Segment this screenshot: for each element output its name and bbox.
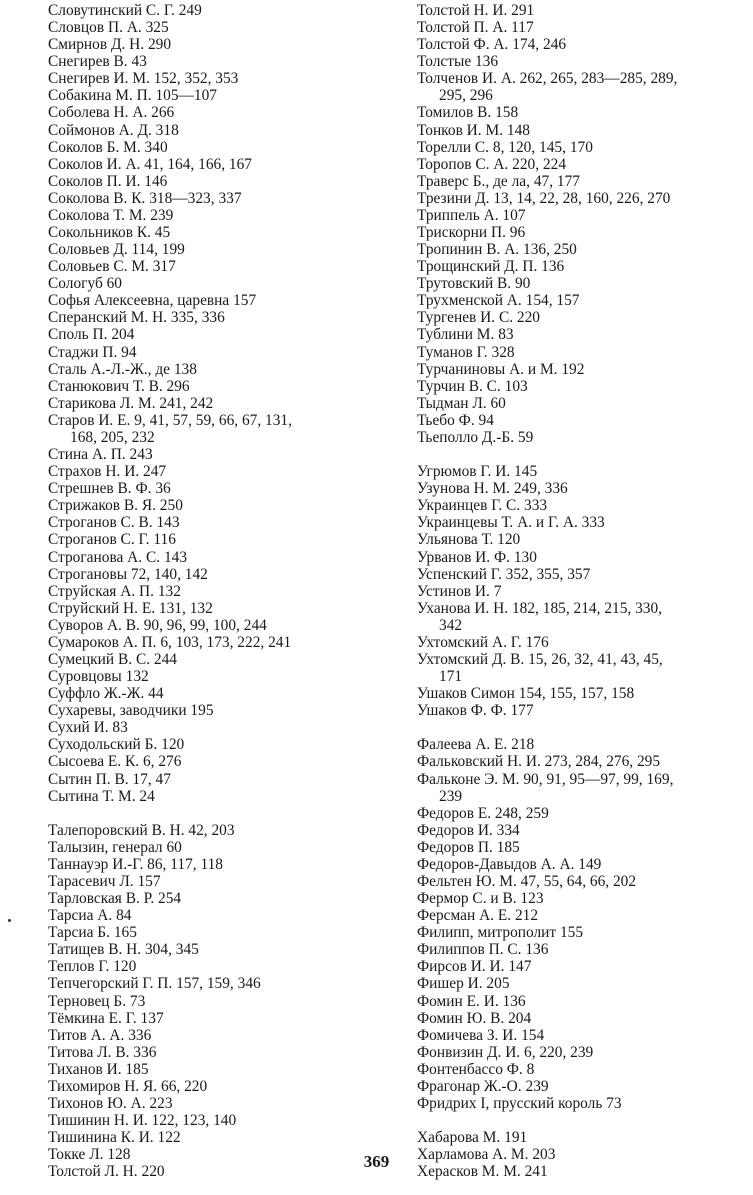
index-entry: Федоров Е. 248, 259 (417, 804, 549, 822)
index-entry: Тиханов И. 185 (48, 1060, 149, 1078)
index-entry: Теплов Г. 120 (48, 958, 137, 976)
index-entry: Споль П. 204 (48, 326, 135, 344)
index-entry: Фомичева З. И. 154 (417, 1026, 545, 1044)
index-entry: Суффло Ж.-Ж. 44 (48, 685, 164, 703)
index-entry: Трощинский Д. П. 136 (417, 258, 565, 276)
index-entry: Торопов С. А. 220, 224 (417, 155, 567, 173)
index-entry: Филипп, митрополит 155 (417, 924, 584, 942)
index-entry: Сперанский М. Н. 335, 336 (48, 309, 225, 327)
index-entry: Фомин Ю. В. 204 (417, 1009, 532, 1027)
index-entry: Толстой Ф. А. 174, 246 (417, 36, 567, 54)
index-entry: Сумецкий В. С. 244 (48, 650, 177, 668)
index-entry: Толстой Н. И. 291 (417, 2, 535, 19)
index-entry: Снегирев И. М. 152, 352, 353 (48, 70, 239, 88)
index-entry-continuation: 171 (439, 668, 463, 686)
index-entry: Туманов Г. 328 (417, 343, 515, 361)
index-entry: Соболева Н. А. 266 (48, 104, 175, 122)
index-entry: Тихомиров Н. Я. 66, 220 (48, 1077, 208, 1095)
index-entry: Херасков М. М. 241 (417, 1163, 548, 1181)
index-entry: Успенский Г. 352, 355, 357 (417, 565, 591, 583)
index-entry: Фонвизин Д. И. 6, 220, 239 (417, 1043, 594, 1061)
index-entry: Сумароков А. П. 6, 103, 173, 222, 241 (48, 633, 292, 651)
section-gap (417, 446, 747, 463)
index-entry: Токке Л. 128 (48, 1146, 131, 1164)
index-entry: Фридрих I, прусский король 73 (417, 1095, 622, 1112)
section-gap (417, 719, 747, 736)
index-entry: Тишинина К. И. 122 (48, 1129, 181, 1147)
index-entry: Фонтенбассо Ф. 8 (417, 1060, 535, 1078)
index-entry: Ухтомский Д. В. 15, 26, 32, 41, 43, 45, (417, 650, 663, 668)
index-entry: Фельтен Ю. М. 47, 55, 64, 66, 202 (417, 872, 637, 890)
index-entry: Триппель А. 107 (417, 206, 526, 224)
index-entry: Стина А. П. 243 (48, 446, 153, 464)
index-entry: Сытин П. В. 17, 47 (48, 770, 171, 788)
index-entry: Фалеева А. Е. 218 (417, 736, 535, 754)
index-entry: Софья Алексеевна, царевна 157 (48, 292, 257, 310)
index-entry: Ухтомский А. Г. 176 (417, 633, 549, 651)
index-entry: Сысоева Е. К. 6, 276 (48, 753, 182, 771)
index-entry: Узунова Н. М. 249, 336 (417, 480, 568, 498)
index-entry: Турчаниновы А. и М. 192 (417, 360, 585, 378)
index-entry: Соловьев С. М. 317 (48, 258, 176, 276)
index-entry: Толстой П. А. 117 (417, 19, 534, 37)
index-entry: Сологуб 60 (48, 275, 123, 293)
print-speck (8, 919, 11, 922)
index-entry: Толстой Л. Н. 220 (48, 1163, 165, 1181)
index-entry: Тарловская В. Р. 254 (48, 890, 182, 908)
section-gap (48, 805, 388, 822)
index-entry: Тропинин В. А. 136, 250 (417, 241, 577, 259)
index-entry: Тихонов Ю. А. 223 (48, 1095, 173, 1112)
index-entry: Смирнов Д. Н. 290 (48, 36, 172, 54)
index-entry: Филиппов П. С. 136 (417, 941, 549, 959)
index-entry: Старикова Л. М. 241, 242 (48, 394, 214, 412)
index-entry: Ушаков Симон 154, 155, 157, 158 (417, 685, 635, 703)
index-entry: Стрижаков В. Я. 250 (48, 497, 183, 515)
index-entry: Томилов В. 158 (417, 104, 519, 122)
index-entry: Трезини Д. 13, 14, 22, 28, 160, 226, 270 (417, 189, 671, 207)
index-entry: Украинцев Г. С. 333 (417, 497, 548, 515)
index-entry: Соколова В. К. 318—323, 337 (48, 189, 242, 207)
index-entry: Фальковский Н. И. 273, 284, 276, 295 (417, 753, 661, 771)
index-entry: Тарасевич Л. 157 (48, 872, 161, 890)
section-gap (417, 1112, 747, 1129)
index-entry-continuation: 239 (439, 787, 463, 805)
index-entry: Украинцевы Т. А. и Г. А. 333 (417, 514, 605, 532)
index-entry: Строганов С. Г. 116 (48, 531, 176, 549)
index-entry: Хабарова М. 191 (417, 1129, 528, 1147)
index-entry: Тарсиа А. 84 (48, 907, 132, 925)
index-entry: Тепчегорский Г. П. 157, 159, 346 (48, 975, 261, 993)
index-entry: Траверс Б., де ла, 47, 177 (417, 172, 580, 190)
index-entry: Тьеполло Д.-Б. 59 (417, 428, 534, 446)
index-entry: Суворов А. В. 90, 96, 99, 100, 244 (48, 616, 267, 634)
index-entry: Страхов Н. И. 247 (48, 463, 167, 481)
index-entry: Сталь А.-Л.-Ж., де 138 (48, 360, 197, 378)
index-entry: Словутинский С. Г. 249 (48, 2, 202, 19)
index-entry: Тьебо Ф. 94 (417, 411, 494, 429)
index-entry: Фальконе Э. М. 90, 91, 95—97, 99, 169, (417, 770, 674, 788)
index-entry: Урванов И. Ф. 130 (417, 548, 537, 566)
index-entry: Струйская А. П. 132 (48, 582, 181, 600)
index-entry: Сокольников К. 45 (48, 224, 171, 242)
index-entry: Ульянова Т. 120 (417, 531, 521, 549)
index-entry: Соколов И. А. 41, 164, 166, 167 (48, 155, 252, 173)
index-entry: Соймонов А. Д. 318 (48, 121, 179, 139)
index-entry: Сухий И. 83 (48, 719, 128, 737)
index-entry-continuation: 168, 205, 232 (70, 428, 155, 446)
index-entry: Тарсиа Б. 165 (48, 924, 137, 942)
index-entry: Словцов П. А. 325 (48, 19, 169, 37)
index-entry: Ферсман А. Е. 212 (417, 907, 539, 925)
index-entry: Толченов И. А. 262, 265, 283—285, 289, (417, 70, 678, 88)
index-entry: Титов А. А. 336 (48, 1026, 152, 1044)
index-entry: Строгановы 72, 140, 142 (48, 565, 208, 583)
index-entry: Терновец Б. 73 (48, 992, 146, 1010)
index-entry: Фишер И. 205 (417, 975, 510, 993)
index-column-right (417, 2, 747, 1180)
index-entry: Харламова А. М. 203 (417, 1146, 556, 1164)
index-column-left (48, 2, 388, 1180)
index-entry: Тыдман Л. 60 (417, 394, 506, 412)
index-entry: Фирсов И. И. 147 (417, 958, 532, 976)
index-entry: Турчин В. С. 103 (417, 377, 528, 395)
index-entry: Трутовский В. 90 (417, 275, 531, 293)
index-entry: Тублини М. 83 (417, 326, 514, 344)
index-entry: Строганов С. В. 143 (48, 514, 180, 532)
index-entry: Федоров И. 334 (417, 821, 520, 839)
index-entry: Торелли С. 8, 120, 145, 170 (417, 138, 593, 156)
index-entry: Суровцовы 132 (48, 668, 149, 686)
index-entry: Станюкович Т. В. 296 (48, 377, 190, 395)
index-entry: Трискорни П. 96 (417, 224, 526, 242)
index-entry: Стаджи П. 94 (48, 343, 137, 361)
index-entry: Устинов И. 7 (417, 582, 502, 600)
index-entry: Ушаков Ф. Ф. 177 (417, 702, 534, 720)
index-entry: Толстые 136 (417, 53, 499, 71)
index-entry: Титова Л. В. 336 (48, 1043, 157, 1061)
index-entry-continuation: 295, 296 (439, 87, 493, 105)
index-entry: Татищев В. Н. 304, 345 (48, 941, 199, 959)
index-entry: Старов И. Е. 9, 41, 57, 59, 66, 67, 131, (48, 411, 292, 429)
index-entry: Соколова Т. М. 239 (48, 206, 174, 224)
index-entry: Трухменской А. 154, 157 (417, 292, 580, 310)
index-entry: Фрагонар Ж.-О. 239 (417, 1077, 549, 1095)
index-entry-continuation: 342 (439, 616, 463, 634)
index-entry: Снегирев В. 43 (48, 53, 147, 71)
index-entry: Тургенев И. С. 220 (417, 309, 541, 327)
index-entry: Суходольский Б. 120 (48, 736, 185, 754)
index-entry: Строганова А. С. 143 (48, 548, 188, 566)
index-entry: Талепоровский В. Н. 42, 203 (48, 821, 235, 839)
index-entry: Талызин, генерал 60 (48, 838, 182, 856)
index-entry: Угрюмов Г. И. 145 (417, 463, 538, 481)
index-entry: Сытина Т. М. 24 (48, 787, 155, 805)
index-entry: Тёмкина Е. Г. 137 (48, 1009, 164, 1027)
index-entry: Фомин Е. И. 136 (417, 992, 526, 1010)
index-entry: Тонков И. М. 148 (417, 121, 530, 139)
index-entry: Уханова И. Н. 182, 185, 214, 215, 330, (417, 599, 663, 617)
index-entry: Тишинин Н. И. 122, 123, 140 (48, 1112, 237, 1130)
index-entry: Федоров П. 185 (417, 838, 520, 856)
index-entry: Федоров-Давыдов А. А. 149 (417, 855, 602, 873)
index-entry: Собакина М. П. 105—107 (48, 87, 218, 105)
index-entry: Стрешнев В. Ф. 36 (48, 480, 171, 498)
index-entry: Соловьев Д. 114, 199 (48, 241, 185, 259)
index-entry: Сухаревы, заводчики 195 (48, 702, 214, 720)
index-entry: Фермор С. и В. 123 (417, 890, 544, 908)
page-number: 369 (363, 1152, 390, 1171)
index-entry: Струйский Н. Е. 131, 132 (48, 599, 213, 617)
index-entry: Соколов П. И. 146 (48, 172, 168, 190)
index-entry: Соколов Б. М. 340 (48, 138, 168, 156)
index-entry: Таннауэр И.-Г. 86, 117, 118 (48, 855, 223, 873)
